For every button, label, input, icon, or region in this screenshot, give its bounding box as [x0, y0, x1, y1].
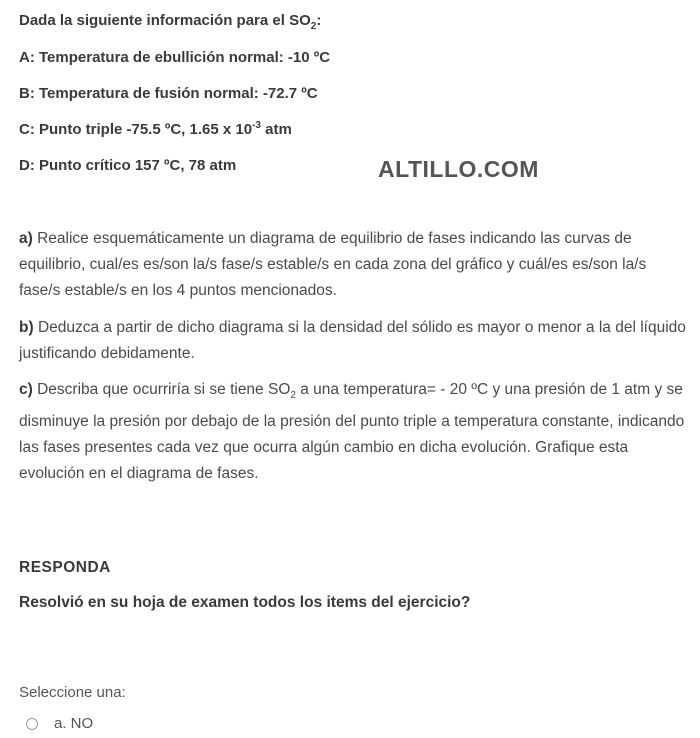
select-label: Seleccione una:	[19, 684, 126, 701]
question-a-label: a)	[19, 230, 33, 247]
intro-line	[19, 12, 321, 32]
data-line-c-main: C: Punto triple -75.5 ºC, 1.65 x 10	[19, 121, 253, 138]
intro-subscript: 2	[310, 21, 317, 32]
intro-text: Dada la siguiente información para el SO	[19, 12, 311, 29]
option-a-label[interactable]: a. NO	[54, 715, 94, 732]
data-line-c-exponent: -3	[252, 120, 261, 131]
question-c-text-1: Describa que ocurriría si se tiene SO	[32, 381, 291, 398]
question-c-label: c)	[19, 381, 33, 398]
data-line-c-unit: atm	[260, 121, 292, 138]
radio-button-icon[interactable]	[26, 718, 38, 730]
question-c-subscript: 2	[290, 390, 296, 402]
question-b-label: b)	[19, 319, 34, 336]
question-c-text-2: a una temperatura= - 20 ºC y una presión de 1 atm y se disminuye la presión por debajo de la presión del punto triple a temperatura constante, indicando las fases presentes cada vez que ocurra algún cambio en dicha evolución. Grafique esta evolución en el diagrama de fases.	[19, 381, 685, 483]
data-line-b: B: Temperatura de fusión normal: -72.7 ºC	[19, 85, 318, 102]
data-line-a: A: Temperatura de ebullición normal: -10 ºC	[19, 49, 331, 66]
intro-colon: :	[316, 12, 322, 29]
question-a	[19, 226, 689, 304]
data-line-d: D: Punto crítico 157 ºC, 78 atm	[19, 157, 237, 174]
option-a-no[interactable]	[26, 715, 93, 732]
question-b-text: Deduzca a partir de dicho diagrama si la densidad del sólido es mayor o menor a la del líquido justificando debidamente.	[19, 319, 686, 362]
watermark: ALTILLO.COM	[378, 156, 539, 182]
responda-title: RESPONDA	[19, 559, 111, 576]
responda-question: Resolvió en su hoja de examen todos los items del ejercicio?	[19, 594, 471, 611]
question-b	[19, 315, 689, 367]
question-c	[19, 377, 689, 487]
data-line-c	[19, 120, 292, 138]
question-a-text: Realice esquemáticamente un diagrama de equilibrio de fases indicando las curvas de equilibrio, cual/es es/son la/s fase/s estable/s en cada zona del gráfico y cuál/es es/son la/s fase/s estable/s en los 4 puntos mencionados.	[19, 230, 647, 299]
